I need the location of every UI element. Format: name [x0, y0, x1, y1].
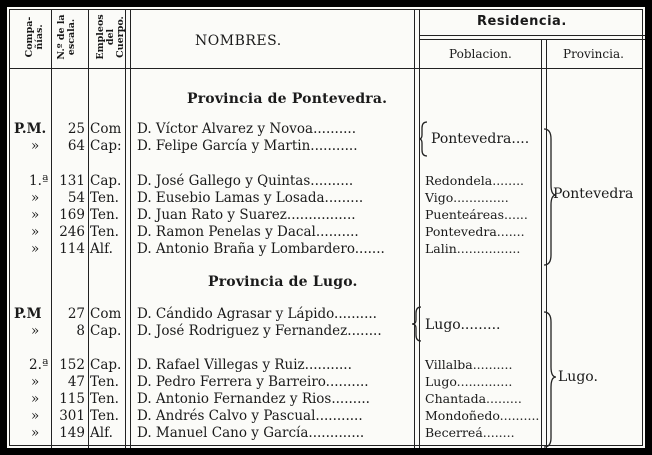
- row-nombre: D. Antonio Braña y Lombardero.......: [137, 241, 385, 257]
- row-nombre: D. José Gallego y Quintas..........: [137, 173, 354, 189]
- row-escala: 114: [59, 241, 85, 257]
- section-title-lugo: Provincia de Lugo.: [208, 274, 358, 290]
- row-compania: »: [31, 241, 40, 257]
- row-poblacion: Lugo..............: [425, 374, 513, 389]
- row-empleo: Ten.: [90, 190, 119, 206]
- row-escala: 246: [59, 224, 85, 240]
- row-escala: 149: [59, 425, 85, 441]
- rule-v4: [130, 10, 131, 448]
- row-empleo: Ten.: [90, 224, 119, 240]
- row-escala: 169: [59, 207, 85, 223]
- provincia-lugo: Lugo.: [558, 369, 598, 385]
- row-compania: »: [31, 190, 40, 206]
- col-header-residencia: Residencia.: [477, 14, 567, 29]
- row-compania: »: [31, 425, 40, 441]
- row-poblacion: Vigo..............: [425, 190, 509, 205]
- row-poblacion: Chantada.........: [425, 391, 522, 406]
- row-poblacion: Villalba..........: [425, 357, 513, 372]
- row-nombre: D. Antonio Fernandez y Rios.........: [137, 391, 370, 407]
- row-escala: 54: [67, 190, 85, 206]
- rule-v5: [414, 10, 415, 448]
- row-compania: 2.ª: [29, 357, 49, 373]
- row-nombre: D. Víctor Alvarez y Novoa..........: [137, 121, 357, 137]
- col-header-poblacion: Poblacion.: [449, 47, 512, 61]
- row-escala: 27: [67, 306, 85, 322]
- row-escala: 64: [67, 138, 85, 154]
- row-empleo: Cap.: [90, 357, 122, 373]
- row-poblacion: Mondoñedo..........: [425, 408, 540, 423]
- row-compania: »: [31, 224, 40, 240]
- row-nombre: D. Pedro Ferrera y Barreiro..........: [137, 374, 369, 390]
- group-poblacion: Lugo.........: [425, 317, 501, 333]
- row-nombre: D. Manuel Cano y García.............: [137, 425, 365, 441]
- row-empleo: Ten.: [90, 374, 119, 390]
- row-empleo: Cap:: [90, 138, 122, 154]
- row-escala: 301: [59, 408, 85, 424]
- provincia-pontevedra: Pontevedra: [553, 186, 634, 202]
- rule-v6: [419, 10, 420, 448]
- row-escala: 25: [67, 121, 85, 137]
- row-poblacion: Lalin................: [425, 241, 521, 256]
- row-escala: 131: [59, 173, 85, 189]
- brace-left-pontevedra: [419, 121, 429, 157]
- section-title-pontevedra: Provincia de Pontevedra.: [187, 91, 388, 107]
- row-poblacion: Redondela........: [425, 173, 525, 188]
- col-header-nombres: NOMBRES.: [195, 33, 282, 49]
- row-escala: 8: [76, 323, 85, 339]
- row-escala: 47: [67, 374, 85, 390]
- row-empleo: Alf.: [90, 241, 113, 257]
- brace-left-lugo: [411, 306, 423, 342]
- row-nombre: D. José Rodriguez y Fernandez........: [137, 323, 382, 339]
- brace-right-lugo: [543, 310, 557, 448]
- row-poblacion: Puenteáreas......: [425, 207, 528, 222]
- row-escala: 152: [59, 357, 85, 373]
- row-compania: P.M: [14, 306, 42, 322]
- row-nombre: D. Eusebio Lamas y Losada.........: [137, 190, 364, 206]
- row-nombre: D. Ramon Penelas y Dacal..........: [137, 224, 359, 240]
- row-nombre: D. Cándido Agrasar y Lápido..........: [137, 306, 377, 322]
- group-poblacion: Pontevedra....: [431, 131, 530, 147]
- row-poblacion: Becerreá........: [425, 425, 515, 440]
- row-poblacion: Pontevedra.......: [425, 224, 525, 239]
- row-compania: P.M.: [14, 121, 47, 137]
- row-empleo: Com: [90, 121, 122, 137]
- document-page: [7, 7, 645, 448]
- rule-h-header: [10, 68, 642, 69]
- row-empleo: Cap.: [90, 173, 122, 189]
- row-compania: »: [31, 323, 40, 339]
- row-empleo: Cap.: [90, 323, 122, 339]
- rule-h-residencia2: [419, 39, 645, 40]
- row-nombre: D. Andrés Calvo y Pascual...........: [137, 408, 363, 424]
- row-compania: »: [31, 374, 40, 390]
- row-compania: »: [31, 207, 40, 223]
- row-compania: »: [31, 408, 40, 424]
- row-compania: »: [31, 391, 40, 407]
- row-nombre: D. Rafael Villegas y Ruiz...........: [137, 357, 352, 373]
- row-empleo: Ten.: [90, 391, 119, 407]
- col-header-empleos: Empleos del Cuerpo.: [95, 14, 126, 60]
- row-empleo: Ten.: [90, 207, 119, 223]
- col-header-compania: Compa-ñías.: [24, 16, 45, 58]
- col-header-escala: N.º de la escala.: [56, 14, 77, 60]
- rule-v2: [88, 10, 89, 448]
- rule-h-residencia: [419, 35, 645, 36]
- row-compania: »: [31, 138, 40, 154]
- row-empleo: Alf.: [90, 425, 113, 441]
- row-empleo: Com: [90, 306, 122, 322]
- row-escala: 115: [59, 391, 85, 407]
- row-compania: 1.ª: [29, 173, 49, 189]
- rule-v7: [541, 40, 542, 448]
- row-nombre: D. Juan Rato y Suarez................: [137, 207, 356, 223]
- rule-v3: [125, 10, 126, 448]
- row-empleo: Ten.: [90, 408, 119, 424]
- col-header-provincia: Provincia.: [563, 47, 624, 61]
- row-nombre: D. Felipe García y Martin...........: [137, 138, 358, 154]
